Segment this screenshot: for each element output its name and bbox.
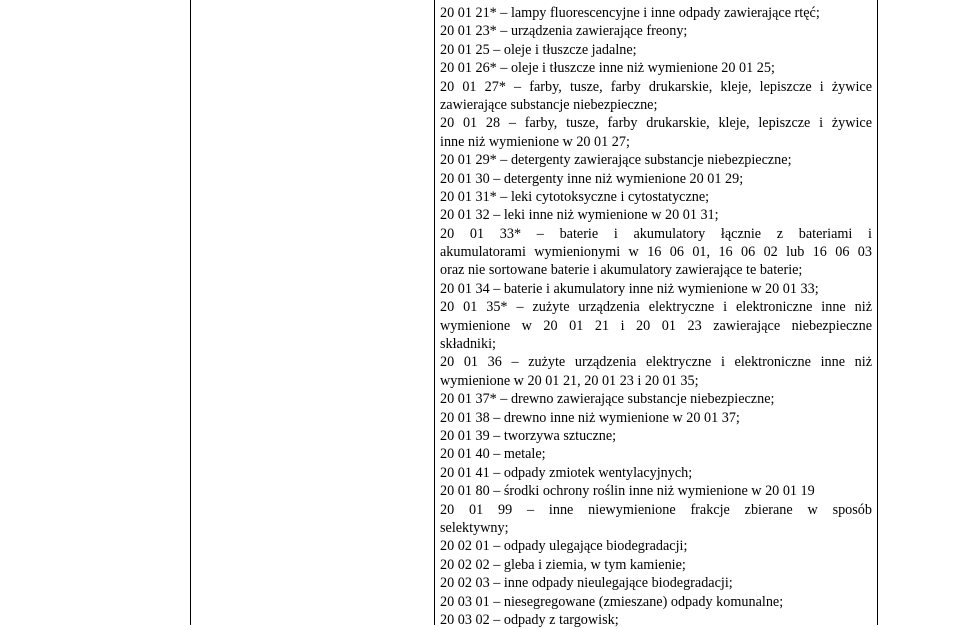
list-line: 20 01 99 – inne niewymienione frakcje zbierane w sposób	[440, 501, 872, 518]
list-line: 20 01 35* – zużyte urządzenia elektryczne i elektroniczne inne niż	[440, 299, 872, 316]
list-line: 20 01 28 – farby, tusze, farby drukarskie, kleje, lepiszcze i żywice	[440, 115, 872, 132]
list-line: 20 03 02 – odpady z targowisk;	[440, 611, 619, 628]
table-column-divider	[190, 0, 191, 625]
list-line: selektywny;	[440, 519, 509, 536]
list-line: 20 01 40 – metale;	[440, 446, 546, 463]
waste-codes-list	[440, 4, 872, 629]
list-line: 20 01 26* – oleje i tłuszcze inne niż wymienione 20 01 25;	[440, 60, 775, 77]
list-line: 20 01 36 – zużyte urządzenia elektryczne i elektroniczne inne niż	[440, 354, 872, 371]
list-line: 20 02 02 – gleba i ziemia, w tym kamienie;	[440, 556, 686, 573]
list-line: 20 01 31* – leki cytotoksyczne i cytostatyczne;	[440, 188, 710, 205]
list-line: 20 01 30 – detergenty inne niż wymienione 20 01 29;	[440, 170, 744, 187]
list-line: zawierające substancje niebezpieczne;	[440, 96, 658, 113]
list-line: 20 02 03 – inne odpady nieulegające biodegradacji;	[440, 575, 733, 592]
list-line: składniki;	[440, 336, 496, 353]
list-line: 20 03 01 – niesegregowane (zmieszane) odpady komunalne;	[440, 593, 784, 610]
table-column-divider	[877, 0, 878, 625]
list-line: 20 01 41 – odpady zmiotek wentylacyjnych;	[440, 464, 693, 481]
list-line: 20 01 21* – lampy fluorescencyjne i inne odpady zawierające rtęć;	[440, 5, 820, 21]
list-line: inne niż wymienione w 20 01 27;	[440, 133, 630, 150]
list-line: akumulatorami wymienionymi w 16 06 01, 16 06 02 lub 16 06 03	[440, 244, 872, 261]
list-line: wymienione w 20 01 21, 20 01 23 i 20 01 35;	[440, 372, 699, 389]
list-line: 20 01 27* – farby, tusze, farby drukarskie, kleje, lepiszcze i żywice	[440, 78, 872, 95]
list-line: 20 01 23* – urządzenia zawierające freony;	[440, 23, 688, 40]
table-column-divider	[434, 0, 435, 625]
list-line: 20 01 25 – oleje i tłuszcze jadalne;	[440, 41, 637, 58]
list-line: 20 01 38 – drewno inne niż wymienione w 20 01 37;	[440, 409, 740, 426]
list-line: 20 01 34 – baterie i akumulatory inne niż wymienione w 20 01 33;	[440, 280, 819, 297]
list-line: 20 01 80 – środki ochrony roślin inne niż wymienione w 20 01 19	[440, 483, 815, 500]
list-line: 20 01 32 – leki inne niż wymienione w 20 01 31;	[440, 207, 719, 224]
list-line: 20 01 39 – tworzywa sztuczne;	[440, 427, 617, 444]
list-line: 20 01 33* – baterie i akumulatory łącznie z bateriami i	[440, 225, 872, 242]
list-line: 20 01 37* – drewno zawierające substancje niebezpieczne;	[440, 391, 775, 408]
list-line: 20 01 29* – detergenty zawierające substancje niebezpieczne;	[440, 152, 792, 169]
list-line: oraz nie sortowane baterie i akumulatory zawierające te baterie;	[440, 262, 803, 279]
list-line: 20 02 01 – odpady ulegające biodegradacji;	[440, 538, 688, 555]
list-line: wymienione w 20 01 21 i 20 01 23 zawierające niebezpieczne	[440, 317, 872, 334]
